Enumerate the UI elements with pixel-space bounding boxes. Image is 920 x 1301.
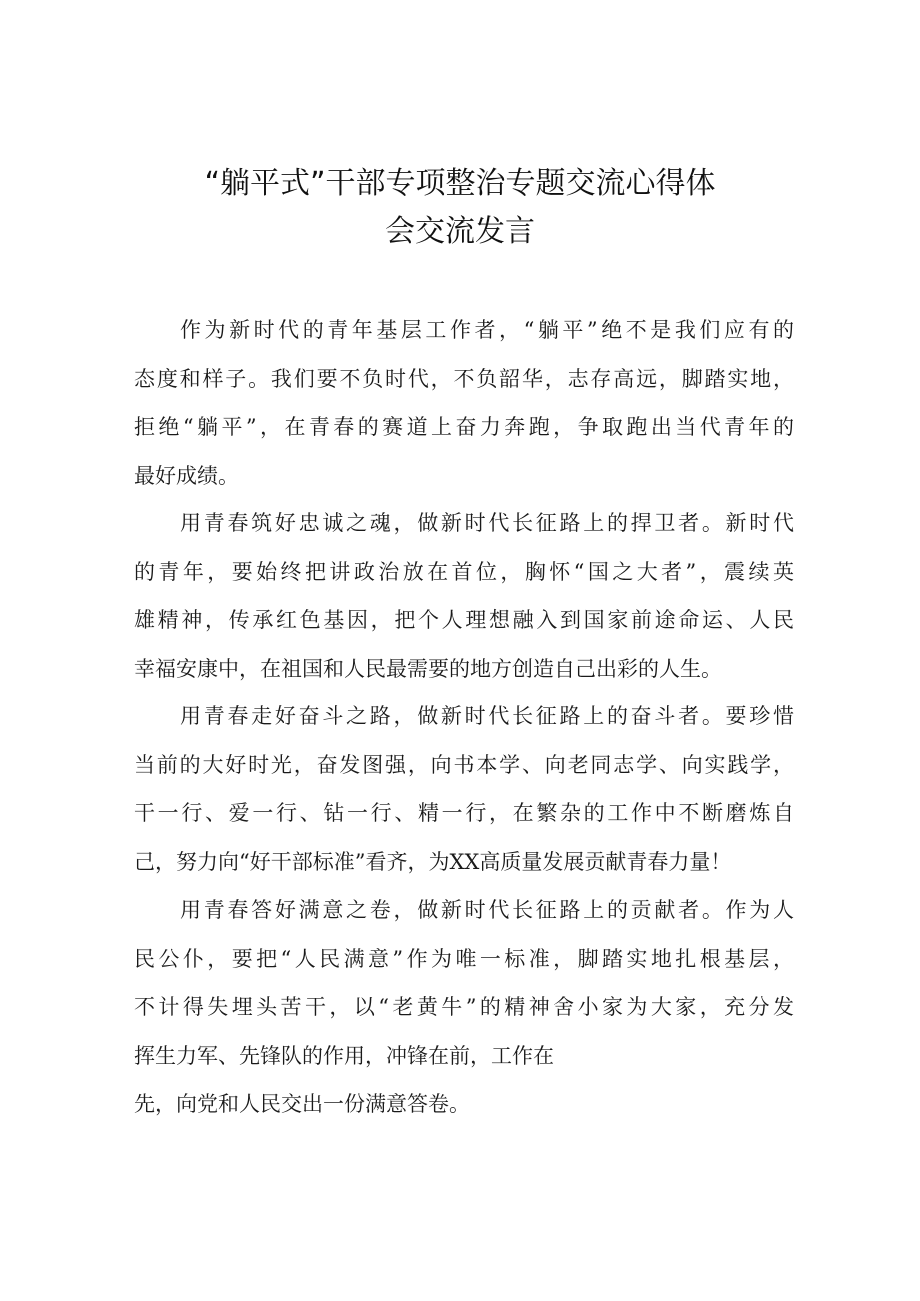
- paragraph-line: 的青年，要始终把讲政治放在首位，胸怀“国之大者”，震续英: [134, 559, 794, 584]
- paragraph-line: 幸福安康中，在祖国和人民最需要的地方创造自己出彩的人生。: [134, 656, 722, 681]
- paragraph-line: 挥生力军、先锋队的作用，冲锋在前，工作在: [134, 1043, 554, 1068]
- paragraph-2: [134, 499, 794, 693]
- paragraph-line: 作为新时代的青年基层工作者，“躺平”绝不是我们应有的: [180, 318, 794, 342]
- paragraph-line: 用青春走好奋斗之路，做新时代长征路上的奋斗者。要珍惜: [180, 704, 794, 728]
- paragraph-3: [134, 692, 794, 886]
- paragraph-4: [134, 886, 794, 1129]
- paragraph-line: 最好成绩。: [134, 463, 239, 488]
- paragraph-line: 干一行、爱一行、钻一行、精一行，在繁杂的工作中不断磨炼自: [134, 801, 794, 825]
- paragraph-line: 先，向党和人民交出一份满意答卷。: [134, 1092, 470, 1116]
- paragraph-line: 拒绝“躺平”，在青春的赛道上奋力奔跑，争取跑出当代青年的: [134, 415, 794, 439]
- paragraph-line: 态度和样子。我们要不负时代，不负韶华，志存高远，脚踏实地，: [134, 366, 794, 391]
- page-title-line-1: “躺平式”干部专项整治专题交流心得体: [204, 166, 716, 201]
- paragraph-line: 己，努力向“好干部标准”看齐，为XX高质量发展贡献青春力量！: [134, 849, 732, 874]
- paragraph-line: 当前的大好时光，奋发图强，向书本学、向老同志学、向实践学，: [134, 752, 794, 777]
- paragraph-line: 用青春筑好忠诚之魂，做新时代长征路上的捍卫者。新时代: [180, 511, 794, 535]
- paragraph-line: 雄精神，传承红色基因，把个人理想融入到国家前途命运、人民: [134, 608, 794, 632]
- page-title-line-2: 会交流发言: [385, 214, 535, 249]
- paragraph-line: 民公仆，要把“人民满意”作为唯一标准，脚踏实地扎根基层，: [134, 946, 794, 971]
- paragraph-1: [134, 306, 794, 500]
- paragraph-line: 用青春答好满意之卷，做新时代长征路上的贡献者。作为人: [180, 898, 794, 922]
- paragraph-line: 不计得失埋头苦干，以“老黄牛”的精神舍小家为大家，充分发: [134, 995, 794, 1019]
